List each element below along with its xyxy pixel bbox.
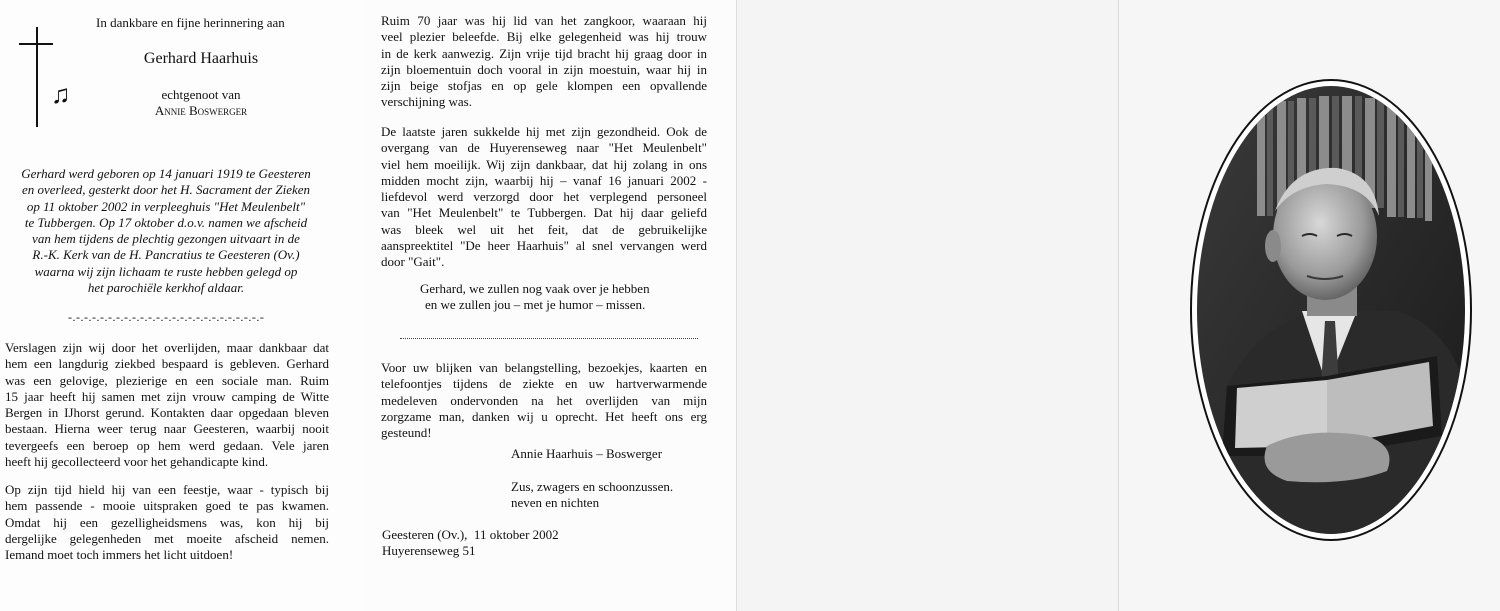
- text-line: hem een langdurig ziekbed bespaard is gebleven. Gerhard: [5, 356, 329, 372]
- text-line: midden mocht zijn, waarbij hij – vanaf 16 januari 2002 -: [381, 172, 707, 188]
- text-line: zijn bloementuin doch vooral in zijn moestuin, waar hij in: [381, 61, 707, 77]
- text-line: was bleek wel uit het feit, dat de gebruikelijke: [381, 221, 707, 237]
- text-line: dergelijke gelegenheden met moeite afscheid nemen.: [5, 530, 329, 546]
- text-line: Ruim 70 jaar was hij lid van het zangkoor, waaraan hij: [381, 13, 707, 28]
- fold-line: [1118, 0, 1119, 611]
- bio-line: en overleed, gesterkt door het H. Sacrament der Zieken: [21, 182, 311, 198]
- text-line: heeft hij gecollecteerd voor het gehandicapte kind.: [5, 454, 269, 470]
- paragraph-last-years: [381, 124, 707, 271]
- paragraph-hobbies: [381, 13, 707, 111]
- music-note-icon: ♫: [51, 80, 71, 109]
- paragraph-personality: [5, 482, 329, 563]
- family-line: Zus, zwagers en schoonzussen.: [511, 479, 674, 494]
- portrait-illustration: [1197, 86, 1465, 534]
- bio-line: op 11 oktober 2002 in verpleeghuis "Het Meulenbelt": [26, 198, 306, 214]
- cross-icon-bar: [19, 43, 53, 45]
- text-line: viel hem moeilijk. Wij zijn dankbaar, dat hij zolang in ons: [381, 156, 707, 172]
- address: Huyerenseweg 51: [382, 543, 476, 558]
- text-line: overgang van de Huyerenseweg naar "Het Meulenbelt": [381, 140, 707, 156]
- portrait-photo: [1197, 86, 1465, 534]
- text-line: zijn beige stofjas en op gele klompen een opvallende: [381, 78, 707, 94]
- signature: Annie Haarhuis – Boswerger: [511, 446, 663, 461]
- spouse-intro: echtgenoot van: [161, 87, 241, 102]
- bio-line: Gerhard werd geboren op 14 januari 1919 te Geesteren: [21, 166, 311, 181]
- text-line: in de kerk aanwezig. Zijn vrije tijd bracht hij graag door in: [381, 45, 707, 61]
- quote-line: Gerhard, we zullen nog vaak over je hebben: [420, 281, 650, 296]
- text-line: Iemand moet toch immers het licht uitdoen!: [5, 547, 234, 563]
- text-line: 15 jaar heeft hij samen met zijn vrouw camping de Witte: [5, 388, 329, 404]
- text-line: Op zijn tijd hield hij van een feestje, waar - typisch bij: [5, 482, 329, 497]
- closing-quote: [420, 281, 650, 314]
- text-line: Voor uw blijken van belangstelling, bezoekjes, kaarten en: [381, 360, 707, 375]
- fold-line: [736, 0, 737, 611]
- text-line: liefdevol werd verzorgd door het verplegend personeel: [381, 189, 707, 205]
- cross-icon: [36, 27, 38, 127]
- family-list: [511, 479, 673, 512]
- text-line: De laatste jaren sukkelde hij met zijn gezondheid. Ook de: [381, 124, 707, 139]
- text-line: Bergen in IJhorst gerund. Kontakten daar opgedaan bleven: [5, 405, 329, 421]
- paragraph-life: [5, 340, 329, 470]
- text-line: van "Het Meulenbelt" te Tubbergen. Dat hij daar geliefd: [381, 205, 707, 221]
- text-line: veel plezier beleefde. Bij elke gelegenheid was hij trouw: [381, 29, 707, 45]
- separator: -.-.-.-.-.-.-.-.-.-.-.-.-.-.-.-.-.-.-.-.-.-.-.-.-: [68, 310, 265, 324]
- quote-line: en we zullen jou – met je humor – missen.: [425, 297, 646, 313]
- bio-line: het parochiële kerkhof aldaar.: [87, 280, 245, 296]
- bio-line: R.-K. Kerk van de H. Pancratius te Geesteren (Ov.): [32, 247, 300, 263]
- text-line: hem passende - mooie uitspraken goed te pas kwamen.: [5, 498, 329, 514]
- blank-panel: [736, 0, 1118, 611]
- text-line: aanspreektitel "De heer Haarhuis" al snel vervangen werd: [381, 238, 707, 254]
- text-line: medeleven ondervonden na het overlijden van mijn: [381, 392, 707, 408]
- bio-line: van hem tijdens de plechtig gezongen uitvaart in de: [32, 231, 300, 247]
- text-line: telefoontjes tijdens de ziekte en uw hartverwarmende: [381, 376, 707, 392]
- deceased-name: Gerhard Haarhuis: [143, 50, 259, 67]
- text-line: was een gelovige, plezierige en een sociale man. Ruim: [5, 372, 329, 388]
- text-line: bestaan. Hierna weer terug naar Geesteren, waarbij nooit: [5, 421, 329, 437]
- text-line: zorgzame man, danken wij u oprecht. Het heeft ons erg: [381, 408, 707, 424]
- dedication-header: In dankbare en fijne herinnering aan: [96, 15, 285, 30]
- text-line: verschijning was.: [381, 94, 472, 110]
- bio-line: waarna wij zijn lichaam te ruste hebben gelegd op: [34, 263, 298, 279]
- text-line: Verslagen zijn wij door het overlijden, maar dankbaar dat: [5, 340, 329, 355]
- place-date: Geesteren (Ov.), 11 oktober 2002: [382, 527, 559, 542]
- paragraph-thanks: [381, 360, 707, 441]
- text-line: Omdat hij een gezelligheidsmens was, kon hij bij: [5, 514, 329, 530]
- family-line: neven en nichten: [511, 495, 600, 511]
- text-line: door "Gait".: [381, 254, 445, 270]
- dotted-divider: [400, 338, 698, 339]
- bio-line: te Tubbergen. Op 17 oktober d.o.v. namen we afscheid: [24, 214, 308, 230]
- biography: [6, 166, 326, 296]
- text-line: tevergeefs een beroep op hem werd gedaan. Vele jaren: [5, 437, 329, 453]
- spouse-name: Annie Boswerger: [154, 103, 248, 118]
- text-line: gesteund!: [381, 425, 432, 441]
